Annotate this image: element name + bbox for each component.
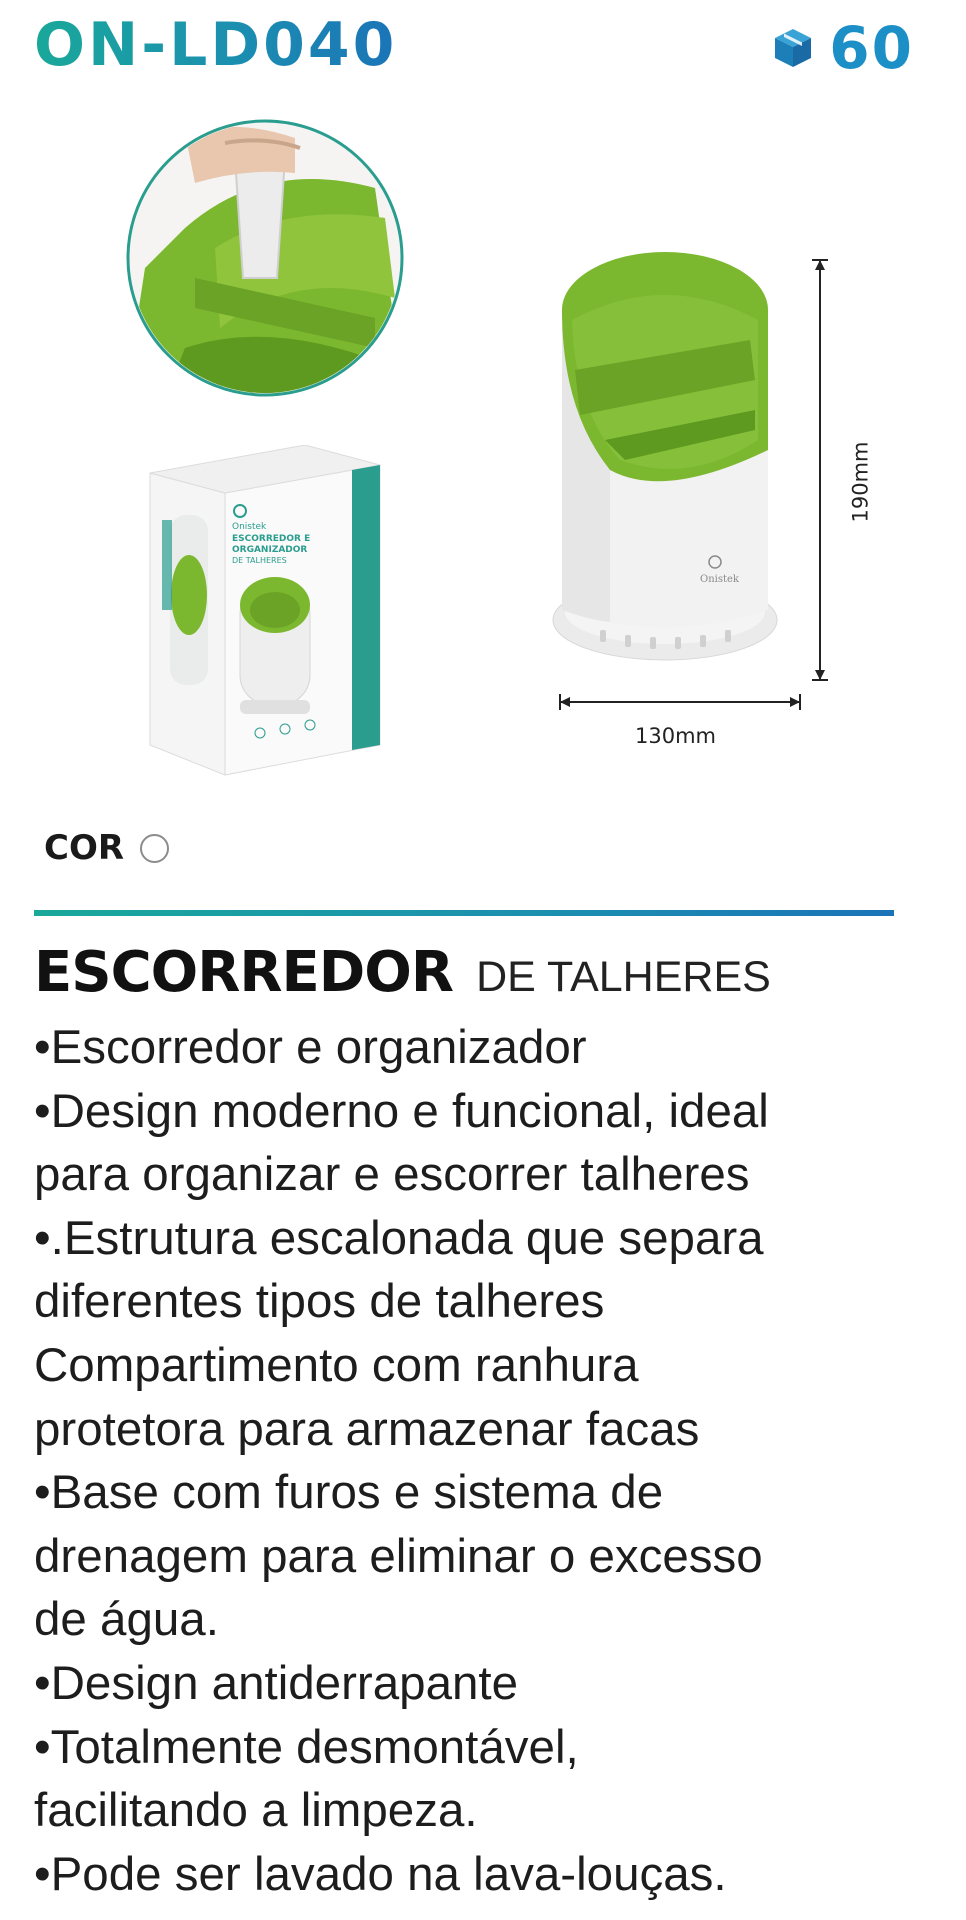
section-divider xyxy=(34,910,894,916)
description-line: •Totalmente desmontável, xyxy=(34,1720,579,1774)
description-line: •Escorredor e organizador xyxy=(34,1021,587,1074)
packaging-line2: ORGANIZADOR xyxy=(232,545,308,555)
packaging-brand: Onistek xyxy=(232,522,267,532)
height-dimension-line xyxy=(810,255,830,689)
product-main-photo xyxy=(530,250,800,674)
description-line: drenagem para eliminar o excesso xyxy=(34,1529,763,1583)
quantity-value: 60 xyxy=(829,14,914,82)
packaging-line3: DE TALHERES xyxy=(232,556,287,565)
description-line: •.Estrutura escalonada que separa xyxy=(34,1211,764,1265)
description-line: Compartimento com ranhura xyxy=(34,1338,639,1392)
description-line: facilitando a limpeza. xyxy=(34,1784,478,1838)
description-line: protetora para armazenar facas xyxy=(34,1402,700,1456)
description-line: diferentes tipos de talheres xyxy=(34,1275,605,1329)
box-quantity xyxy=(771,14,914,82)
width-label: 130mm xyxy=(635,724,716,748)
description-line: •Design antiderrapante xyxy=(34,1656,519,1710)
description-line: de água. xyxy=(34,1593,219,1647)
title-sub: DE TALHERES xyxy=(476,953,771,1001)
description-line: para organizar e escorrer talheres xyxy=(34,1148,750,1202)
title-main: ESCORREDOR xyxy=(34,940,453,1005)
height-label: 190mm xyxy=(848,441,873,523)
product-description xyxy=(34,1016,934,1906)
color-label: COR xyxy=(44,828,125,868)
description-line: •Design moderno e funcional, ideal xyxy=(34,1084,769,1138)
color-swatch-white[interactable] xyxy=(140,834,169,863)
product-packaging-photo xyxy=(140,445,390,789)
product-brand-mark: Onistek xyxy=(700,574,739,585)
color-options xyxy=(44,828,169,868)
product-code: ON-LD040 xyxy=(34,10,398,80)
description-line: •Base com furos e sistema de xyxy=(34,1466,664,1520)
product-detail-photo xyxy=(125,118,405,402)
packaging-line1: ESCORREDOR E xyxy=(232,534,311,544)
description-line: •Pode ser lavado na lava-louças. xyxy=(34,1847,727,1901)
box-icon xyxy=(771,26,815,70)
product-title xyxy=(34,940,771,1005)
width-dimension-line xyxy=(555,692,805,716)
